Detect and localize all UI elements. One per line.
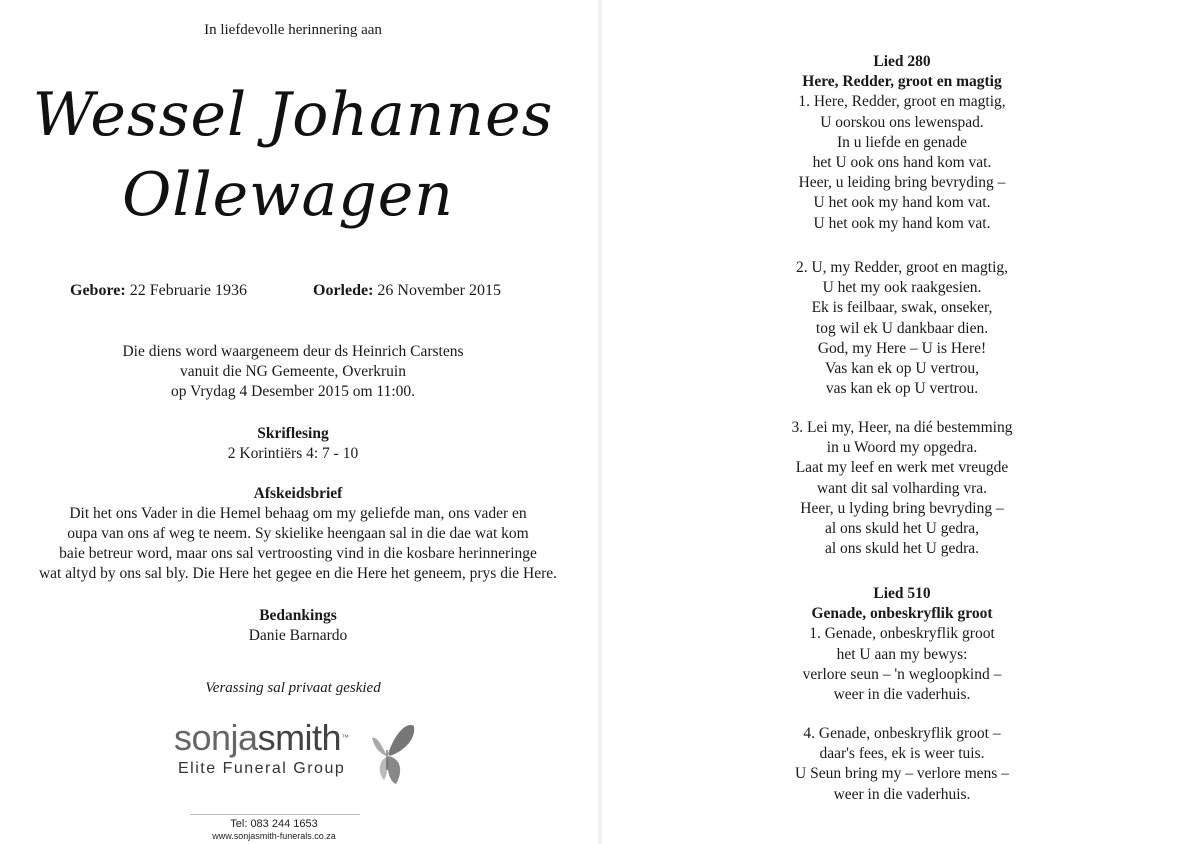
divider bbox=[190, 814, 360, 815]
died-date-value: 26 November 2015 bbox=[377, 282, 501, 299]
service-line: op Vrydag 4 Desember 2015 om 11:00. bbox=[170, 383, 416, 400]
hymn-line: 1. Here, Redder, groot en magtig, bbox=[798, 93, 1006, 111]
butterfly-icon bbox=[366, 720, 416, 790]
cremation-note: Verassing sal privaat geskied bbox=[205, 680, 381, 696]
reading-title: Skriflesing bbox=[257, 425, 329, 442]
hymn-280 bbox=[604, 52, 1200, 234]
hymn-line: daar's fees, ek is weer tuis. bbox=[819, 745, 985, 763]
hymn-510 bbox=[604, 584, 1200, 705]
hymn-line: U het my ook raakgesien. bbox=[822, 279, 982, 297]
hymn-line: In u liefde en genade bbox=[837, 133, 967, 151]
service-details bbox=[0, 342, 596, 402]
letter-line: Dit het ons Vader in die Hemel behaag om my geliefde man, ons vader en bbox=[69, 505, 527, 522]
contact-info bbox=[174, 818, 374, 842]
birth-date bbox=[70, 282, 247, 300]
hymn-line: verlore seun – 'n wegloopkind – bbox=[802, 665, 1002, 683]
reading-text: 2 Korintiërs 4: 7 - 10 bbox=[227, 445, 359, 462]
farewell-letter bbox=[0, 484, 596, 584]
born-label: Gebore: bbox=[70, 282, 126, 299]
hymn-280-verse-3 bbox=[604, 418, 1200, 559]
hymn-line: Laat my leef en werk met vreugde bbox=[795, 459, 1009, 477]
deceased-name-line1: Wessel Johannes bbox=[32, 80, 554, 150]
hymn-line: U het ook my hand kom vat. bbox=[813, 194, 991, 212]
born-date-value: 22 Februarie 1936 bbox=[129, 282, 247, 299]
died-label: Oorlede: bbox=[313, 282, 374, 299]
hymn-line: 1. Genade, onbeskryflik groot bbox=[809, 625, 995, 643]
hymn-line: 4. Genade, onbeskryflik groot – bbox=[803, 725, 1001, 742]
hymn-line: U oorskou ons lewenspad. bbox=[820, 113, 984, 131]
hymn-number: Lied 280 bbox=[873, 53, 931, 70]
page-fold bbox=[598, 0, 602, 844]
hymn-line: weer in die vaderhuis. bbox=[833, 785, 971, 803]
thanks-name: Danie Barnardo bbox=[248, 627, 348, 644]
brand-tagline: Elite Funeral Group bbox=[178, 760, 346, 777]
hymn-line: want dit sal volharding vra. bbox=[816, 479, 988, 497]
hymn-line: weer in die vaderhuis. bbox=[833, 686, 971, 704]
website: www.sonjasmith-funerals.co.za bbox=[212, 831, 336, 841]
hymn-510-verse-4 bbox=[604, 724, 1200, 805]
deceased-name-line2: Ollewagen bbox=[122, 160, 454, 230]
hymn-line: al ons skuld het U gedra. bbox=[824, 540, 980, 558]
letter-title: Afskeidsbrief bbox=[253, 485, 343, 502]
hymn-line: het U aan my bewys: bbox=[836, 645, 968, 663]
letter-line: oupa van ons af weg te neem. Sy skielike heengaan sal in die dae wat kom bbox=[67, 525, 529, 542]
hymn-number: Lied 510 bbox=[873, 585, 931, 602]
hymn-line: het U ook ons hand kom vat. bbox=[812, 154, 992, 172]
hymn-title: Here, Redder, groot en magtig bbox=[802, 73, 1002, 91]
hymn-line: in u Woord my opgedra. bbox=[826, 439, 978, 457]
hymn-line: vas kan ek op U vertrou. bbox=[825, 380, 979, 398]
letter-line: wat altyd by ons sal bly. Die Here het gegee en die Here het geneem, prys die Here. bbox=[38, 565, 558, 582]
hymn-line: 3. Lei my, Heer, na dié bestemming bbox=[791, 419, 1013, 436]
hymn-line: U het ook my hand kom vat. bbox=[813, 214, 991, 232]
hymn-line: Ek is feilbaar, swak, onseker, bbox=[811, 299, 993, 317]
brand-last: smith bbox=[257, 717, 342, 758]
hymn-line: Heer, u leiding bring bevryding – bbox=[798, 174, 1006, 192]
death-date bbox=[313, 282, 501, 300]
hymn-line: U Seun bring my – verlore mens – bbox=[795, 765, 1009, 783]
thanks-title: Bedankings bbox=[259, 607, 337, 624]
phone-number: Tel: 083 244 1653 bbox=[230, 818, 318, 830]
trademark-mark: ™ bbox=[341, 733, 349, 742]
brand-first: sonja bbox=[174, 717, 258, 758]
intro-text: In liefdevolle herinnering aan bbox=[204, 22, 382, 38]
right-page bbox=[604, 0, 1200, 844]
hymn-line: al ons skuld het U gedra, bbox=[824, 520, 980, 538]
hymn-280-verse-2 bbox=[604, 258, 1200, 399]
hymn-line: Vas kan ek op U vertrou, bbox=[824, 360, 980, 378]
hymn-line: 2. U, my Redder, groot en magtig, bbox=[795, 259, 1009, 276]
hymn-title: Genade, onbeskryflik groot bbox=[811, 605, 993, 623]
service-line: vanuit die NG Gemeente, Overkruin bbox=[180, 363, 406, 380]
scripture-reading bbox=[0, 424, 596, 464]
acknowledgements bbox=[0, 606, 596, 646]
left-page bbox=[0, 0, 596, 844]
hymn-line: God, my Here – U is Here! bbox=[817, 339, 987, 357]
funeral-home-logo bbox=[174, 718, 424, 778]
letter-line: baie betreur word, maar ons sal vertroosting vind in die kosbare herinneringe bbox=[59, 545, 537, 562]
hymn-line: tog wil ek U dankbaar dien. bbox=[815, 319, 989, 337]
hymn-line: Heer, u lyding bring bevryding – bbox=[800, 499, 1004, 517]
service-line: Die diens word waargeneem deur ds Heinrich Carstens bbox=[122, 343, 464, 360]
